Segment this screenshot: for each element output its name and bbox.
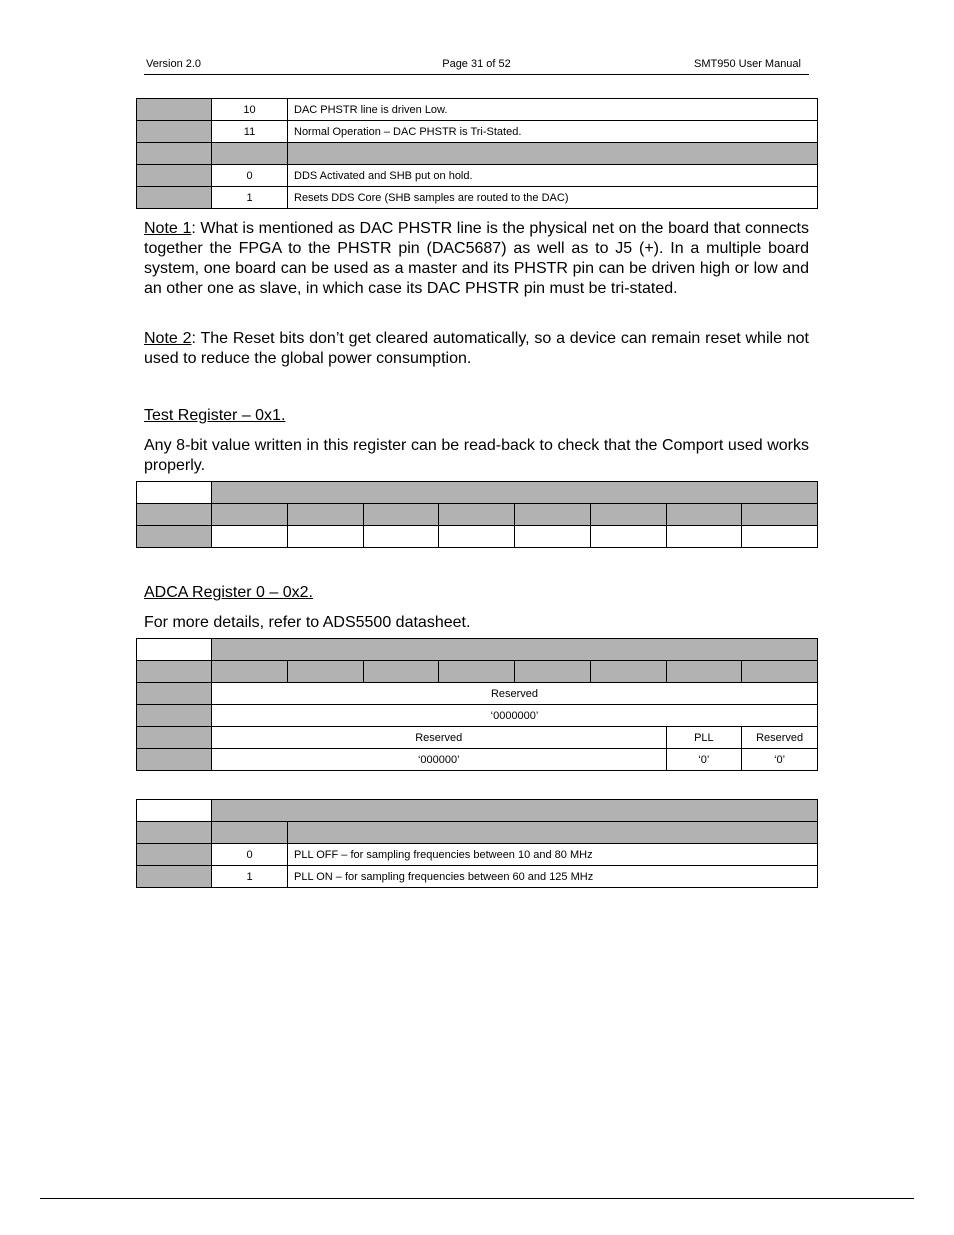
bit-value: 0 — [212, 165, 288, 187]
version-label: Version 2.0 — [146, 58, 202, 70]
table-row — [137, 705, 818, 727]
reserved-default: ‘0000000’ — [212, 705, 818, 727]
table-bits-row — [137, 504, 818, 526]
table-row — [137, 727, 818, 749]
header-rule — [144, 74, 809, 75]
test-register-table — [136, 481, 818, 548]
adca-register-table — [136, 638, 818, 771]
table-row — [137, 866, 818, 888]
pll-field: PLL — [666, 727, 742, 749]
test-register-description: Any 8-bit value written in this register can be read-back to check that the Comport used works properly. — [144, 437, 809, 474]
table-row — [137, 749, 818, 771]
bit-value: 0 — [212, 844, 288, 866]
note-2-text: : The Reset bits don’t get cleared automatically, so a device can remain reset while not used to reduce the global power consumption. — [144, 330, 810, 367]
pll-table — [136, 799, 818, 888]
reserved-field: Reserved — [212, 727, 667, 749]
bit-description: DAC PHSTR line is driven Low. — [288, 99, 818, 121]
table-bits-row — [137, 661, 818, 683]
bit-description: Resets DDS Core (SHB samples are routed to the DAC) — [288, 187, 818, 209]
bit-value: 1 — [212, 187, 288, 209]
pll-default: ‘0’ — [666, 749, 742, 771]
table-row — [137, 683, 818, 705]
table-row — [137, 121, 818, 143]
bit-value: 11 — [212, 121, 288, 143]
bit-description: Normal Operation – DAC PHSTR is Tri-Stated. — [288, 121, 818, 143]
bit-value: 10 — [212, 99, 288, 121]
test-register-heading: Test Register – 0x1. — [144, 407, 286, 424]
page-number: Page 31 of 52 — [442, 58, 511, 70]
table-row — [137, 99, 818, 121]
note-1-label: Note 1 — [144, 220, 192, 237]
note-1-text: : What is mentioned as DAC PHSTR line is the physical net on the board that connects together the FPGA to the PHSTR pin (DAC5687) as well as to J5 (+). In a multiple board system, one board can be used as a master and its PHSTR pin can be driven high or low and an other one as slave, in which case its DAC PHSTR pin must be tri-stated. — [144, 220, 810, 297]
table-row — [137, 844, 818, 866]
bit-description: PLL ON – for sampling frequencies between 60 and 125 MHz — [288, 866, 818, 888]
table-header-row — [137, 639, 818, 661]
note-2-label: Note 2 — [144, 330, 192, 347]
table-header-row — [137, 482, 818, 504]
note-2 — [144, 329, 809, 369]
footer-rule — [40, 1198, 914, 1199]
bit-description: PLL OFF – for sampling frequencies between 10 and 80 MHz — [288, 844, 818, 866]
table-row — [137, 187, 818, 209]
bit-description: DDS Activated and SHB put on hold. — [288, 165, 818, 187]
adca-register-description: For more details, refer to ADS5500 datasheet. — [144, 614, 471, 631]
page-header — [144, 56, 809, 74]
reserved-default: ‘000000’ — [212, 749, 667, 771]
reserved-default: ‘0’ — [742, 749, 818, 771]
reserved-field: Reserved — [742, 727, 818, 749]
reserved-field: Reserved — [212, 683, 818, 705]
bit-value: 1 — [212, 866, 288, 888]
table-header-row — [137, 143, 818, 165]
manual-title: SMT950 User Manual — [694, 58, 801, 70]
table-header-row — [137, 822, 818, 844]
table-header-row — [137, 800, 818, 822]
note-1 — [144, 219, 809, 299]
dac-control-table — [136, 98, 818, 209]
table-row — [137, 526, 818, 548]
adca-register-heading: ADCA Register 0 – 0x2. — [144, 584, 313, 601]
table-row — [137, 165, 818, 187]
